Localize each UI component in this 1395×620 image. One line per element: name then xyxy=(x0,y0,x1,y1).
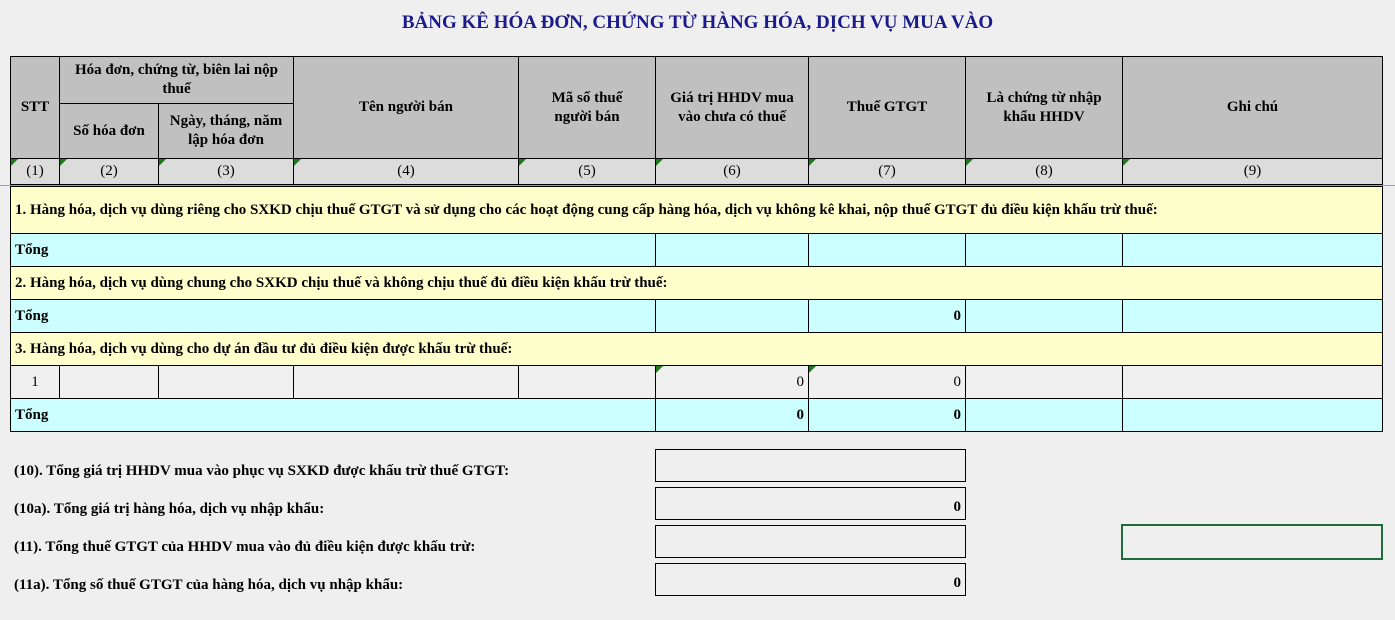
section-2-total-vat[interactable]: 0 xyxy=(808,299,966,333)
header-seller-tax-code: Mã số thuế người bán xyxy=(518,56,656,159)
summary-11-label: (11). Tổng thuế GTGT của HHDV mua vào đủ điều kiện được khấu trừ: xyxy=(14,539,476,555)
column-number-5[interactable]: (5) xyxy=(518,158,656,185)
section-1-total-label[interactable]: Tổng xyxy=(10,233,656,267)
selected-cell[interactable] xyxy=(1121,524,1383,560)
header-import-doc: Là chứng từ nhập khẩu HHDV xyxy=(965,56,1123,159)
header-value-before-tax: Giá trị HHDV mua vào chưa có thuế xyxy=(655,56,809,159)
section-1-total-note[interactable] xyxy=(1122,233,1383,267)
row-1-stt[interactable]: 1 xyxy=(10,365,60,399)
section-2-total-note[interactable] xyxy=(1122,299,1383,333)
section-3-total-vat[interactable]: 0 xyxy=(808,398,966,432)
section-2-total-value[interactable] xyxy=(655,299,809,333)
column-number-3[interactable]: (3) xyxy=(158,158,294,185)
row-1-seller-name[interactable] xyxy=(293,365,519,399)
column-number-7[interactable]: (7) xyxy=(808,158,966,185)
section-2-total-import-doc[interactable] xyxy=(965,299,1123,333)
section-3-total-import-doc[interactable] xyxy=(965,398,1123,432)
row-1-import-doc[interactable] xyxy=(965,365,1123,399)
summary-11-value[interactable] xyxy=(655,525,966,558)
row-1-vat[interactable]: 0 xyxy=(808,365,966,399)
header-invoice-no: Số hóa đơn xyxy=(59,103,159,159)
column-number-2[interactable]: (2) xyxy=(59,158,159,185)
section-3-total-value[interactable]: 0 xyxy=(655,398,809,432)
header-vat: Thuế GTGT xyxy=(808,56,966,159)
column-number-6[interactable]: (6) xyxy=(655,158,809,185)
header-note: Ghi chú xyxy=(1122,56,1383,159)
column-number-8[interactable]: (8) xyxy=(965,158,1123,185)
summary-10-value[interactable] xyxy=(655,449,966,482)
header-seller-name: Tên người bán xyxy=(293,56,519,159)
summary-11a-value[interactable]: 0 xyxy=(655,563,966,596)
row-1-value[interactable]: 0 xyxy=(655,365,809,399)
summary-10-label: (10). Tổng giá trị HHDV mua vào phục vụ SXKD được khấu trừ thuế GTGT: xyxy=(14,463,510,479)
summary-11a-label: (11a). Tổng số thuế GTGT của hàng hóa, dịch vụ nhập khẩu: xyxy=(14,577,404,593)
summary-10a-value[interactable]: 0 xyxy=(655,487,966,520)
section-3-total-note[interactable] xyxy=(1122,398,1383,432)
header-stt: STT xyxy=(10,56,60,159)
summary-10a-label: (10a). Tổng giá trị hàng hóa, dịch vụ nhập khẩu: xyxy=(14,501,325,517)
row-1-seller-tax-code[interactable] xyxy=(518,365,656,399)
section-2-title[interactable]: 2. Hàng hóa, dịch vụ dùng chung cho SXKD chịu thuế và không chịu thuế đủ điều kiện khấu trừ thuế: xyxy=(10,266,1383,300)
header-invoice-group: Hóa đơn, chứng từ, biên lai nộp thuế xyxy=(59,56,294,104)
header-invoice-date: Ngày, tháng, năm lập hóa đơn xyxy=(158,103,294,159)
column-number-1[interactable]: (1) xyxy=(10,158,60,185)
section-1-total-value[interactable] xyxy=(655,233,809,267)
row-1-note[interactable] xyxy=(1122,365,1383,399)
section-1-total-import-doc[interactable] xyxy=(965,233,1123,267)
section-1-title[interactable]: 1. Hàng hóa, dịch vụ dùng riêng cho SXKD chịu thuế GTGT và sử dụng cho các hoạt động cung cấp hàng hóa, dịch vụ không kê khai, nộp thuế GTGT đủ điều kiện khấu trừ thuế: xyxy=(10,186,1383,234)
section-1-total-vat[interactable] xyxy=(808,233,966,267)
column-number-9[interactable]: (9) xyxy=(1122,158,1383,185)
row-1-invoice-no[interactable] xyxy=(59,365,159,399)
page-title: BẢNG KÊ HÓA ĐƠN, CHỨNG TỪ HÀNG HÓA, DỊCH VỤ MUA VÀO xyxy=(401,12,994,33)
section-3-title[interactable]: 3. Hàng hóa, dịch vụ dùng cho dự án đầu tư đủ điều kiện được khấu trừ thuế: xyxy=(10,332,1383,366)
section-2-total-label[interactable]: Tổng xyxy=(10,299,656,333)
section-3-total-label[interactable]: Tổng xyxy=(10,398,656,432)
row-1-invoice-date[interactable] xyxy=(158,365,294,399)
column-number-4[interactable]: (4) xyxy=(293,158,519,185)
